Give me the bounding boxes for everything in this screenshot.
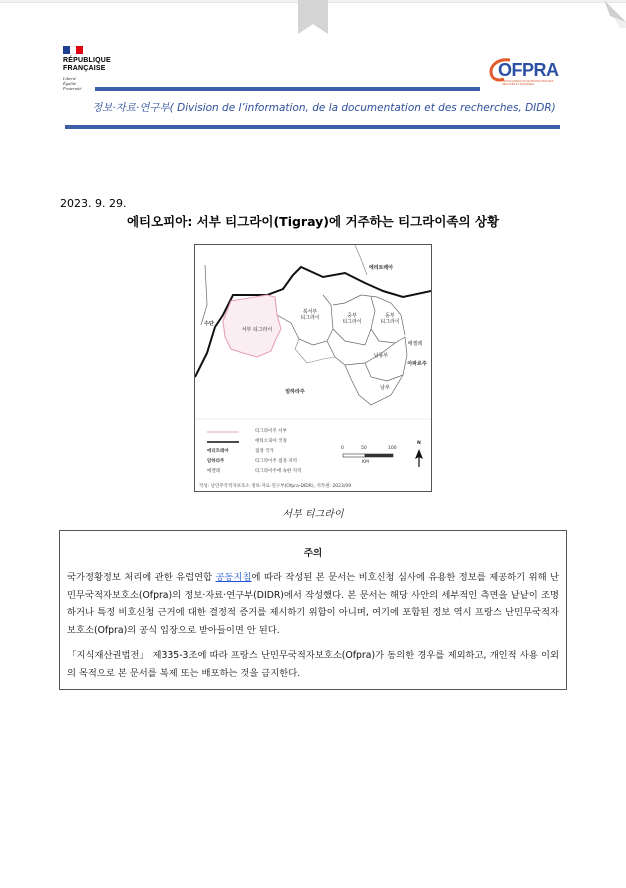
map-label-southeast: 남동부 — [373, 353, 389, 359]
legend-row-western-tigray — [207, 428, 327, 436]
legend-text: 접경 국가 — [255, 449, 274, 454]
bookmark-icon[interactable] — [298, 0, 328, 36]
map-label-sudan: 수단 — [204, 321, 214, 327]
map-label-afar: 아파르주 — [407, 361, 427, 367]
rf-name: RÉPUBLIQUE FRANÇAISE — [63, 57, 111, 72]
map-label-south: 남부 — [380, 385, 390, 391]
republique-francaise-logo — [63, 46, 133, 101]
ofpra-tagline: OFFICE FRANÇAIS DE PROTECTION DES RÉFUGIÉS ET APATRIDES — [502, 80, 554, 86]
map-label-northwest-tigray: 북서부 티그라이 — [300, 309, 320, 321]
map-label-eastern-tigray: 동부 티그라이 — [380, 313, 400, 325]
map-label-eritrea: 에리트레아 — [368, 265, 394, 271]
notice-paragraph-1 — [67, 569, 559, 639]
legend-row-ethiopia-border — [207, 438, 327, 446]
document-date: 2023. 9. 29. — [60, 197, 127, 210]
legend-text: 에티오피아 국경 — [255, 439, 287, 444]
notice-box — [59, 530, 567, 690]
ofpra-logo — [488, 58, 560, 88]
header-rule-bottom — [65, 125, 560, 129]
document-title: 에티오피아: 서부 티그라이(Tigray)에 거주하는 티그라이족의 상황 — [126, 214, 500, 229]
scale-unit: KM — [362, 460, 369, 465]
legend-text: 티그라이주에 속한 지역 — [255, 469, 302, 474]
notice-p1-before: 국가정황정보 처리에 관한 유럽연합 — [67, 572, 216, 583]
notice-p1-after: 에 따라 작성된 본 문서는 비호신청 심사에 유용한 정보를 제공하기 위해 난민무국적자보호소(Ofpra)의 정보·자료·연구부(DIDR)에서 작성했다. 본 문서는 해당 사안의 세부적인 측면을 낱낱이 조명하거나 특정 비호신청 근거에 대한 결정적 증거를 제시하기 위함이 아니며, 여기에 포함된 정보 역시 프랑스 난민무국적자보호소(Ofpra)의 공식 입장으로 받아들이면 안 된다. — [67, 572, 559, 636]
department-line: 정보·자료·연구부( Division de l’information, de la documentation et des recherches, DIDR) — [92, 102, 556, 114]
legend-text: 티그라이주 접경 지역 — [255, 459, 297, 464]
legend-text: 티그라이주 서부 — [255, 429, 287, 434]
map-label-western-tigray: 서부 티그라이 — [241, 327, 273, 333]
map-label-central-tigray: 중부 티그라이 — [342, 313, 362, 325]
legend-symbol: 에리트레아 — [207, 449, 229, 454]
notice-title: 주의 — [303, 548, 323, 559]
legend-symbol — [207, 428, 243, 436]
french-flag-icon — [63, 46, 83, 54]
legend-row-neighbor-country — [207, 448, 327, 456]
common-guidelines-link[interactable]: 공동지침 — [215, 572, 252, 583]
legend-row-bordering-region — [207, 458, 327, 466]
tigray-map — [194, 244, 432, 492]
scale-tick-50: 50 — [361, 446, 367, 451]
ofpra-wordmark: OFPRA — [498, 60, 559, 80]
page-curl-icon[interactable] — [598, 0, 626, 28]
legend-symbol: 메켈레 — [207, 469, 221, 474]
legend-symbol — [207, 438, 243, 446]
header-rule-top — [95, 87, 480, 91]
map-credit: 작성: 난민무국적자보호소 정보·자료·연구부(Ofpra-DIDR), 저작권: 2023/09 — [199, 484, 352, 489]
legend-row-tigray-zone — [207, 468, 327, 476]
rf-motto: Liberté Égalité Fraternité — [63, 76, 82, 91]
notice-paragraph-2: 「지식재산권법전」 제335-3조에 따라 프랑스 난민무국적자보호소(Ofpra)가 동의한 경우를 제외하고, 개인적 사용 이외의 목적으로 본 문서를 복제 또는 배포하는 것을 금지한다. — [67, 650, 559, 679]
map-label-mekelle: 메켈레 — [407, 341, 423, 347]
scale-tick-100: 100 — [388, 446, 397, 451]
map-caption: 서부 티그라이 — [282, 509, 344, 520]
legend-symbol: 암하라주 — [207, 459, 225, 464]
scale-tick-0: 0 — [341, 446, 344, 451]
map-label-amhara: 암하라주 — [285, 389, 305, 395]
north-label: N — [417, 441, 421, 446]
